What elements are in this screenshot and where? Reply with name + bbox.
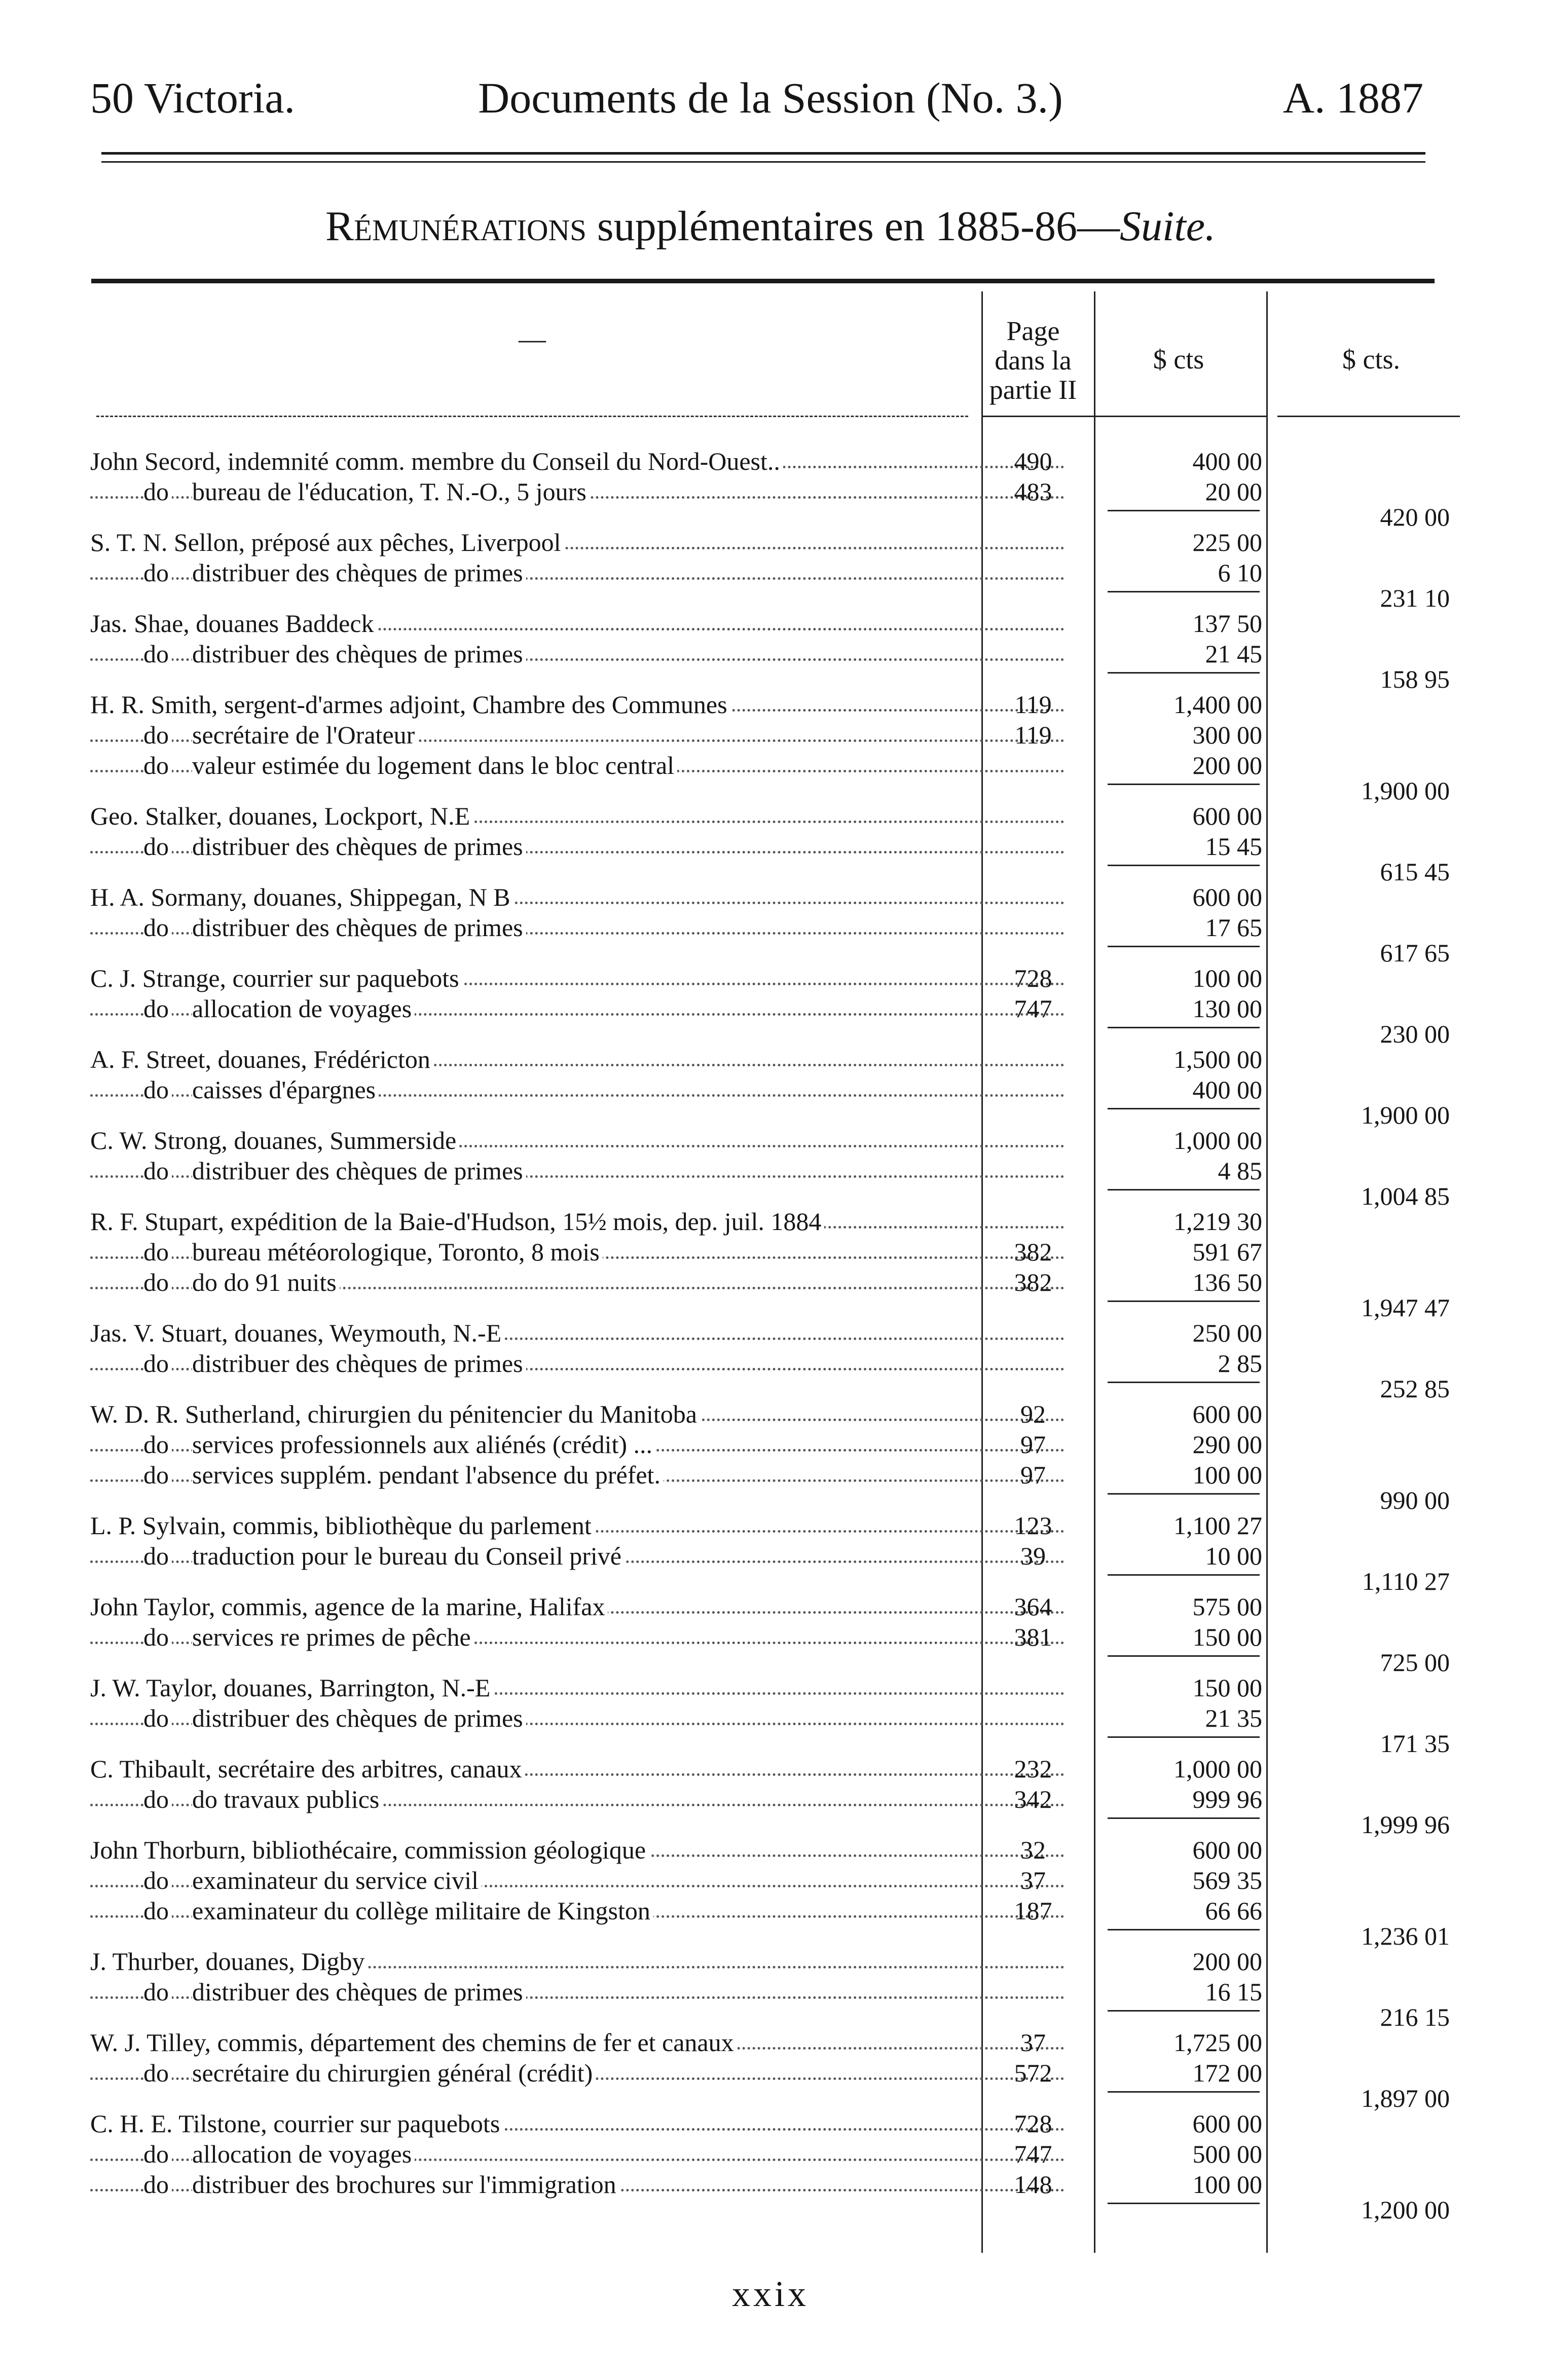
ledger-line: [90, 831, 1276, 862]
line-description: [90, 1429, 1069, 1460]
line-amount: 600 00: [1192, 1836, 1262, 1864]
group-total: 230 00: [1380, 1020, 1450, 1048]
line-text: H. A. Sormany, douanes, Shippegan, N B: [90, 883, 513, 911]
ditto-mark: do: [143, 1238, 172, 1266]
group-total: 231 10: [1380, 584, 1450, 612]
line-description: [90, 1074, 1069, 1105]
line-description: [90, 1754, 1069, 1784]
line-amount: 20 00: [1205, 477, 1262, 506]
ledger-line: [90, 1703, 1276, 1733]
line-amount: 600 00: [1192, 2109, 1262, 2138]
line-page-ref: 97: [1020, 1461, 1046, 1489]
line-amount: 16 15: [1205, 1978, 1262, 2006]
line-description: [90, 1348, 1069, 1379]
ledger-line: [90, 446, 1276, 476]
ledger-line: [90, 476, 1276, 507]
line-page-ref: 32: [1020, 1836, 1046, 1864]
line-page-ref: 92: [1020, 1400, 1046, 1428]
line-description: [90, 446, 1069, 476]
line-amount: 6 10: [1218, 559, 1262, 587]
header-rule-bottom: [101, 161, 1425, 163]
ledger-line: [90, 639, 1276, 669]
line-amount: 225 00: [1192, 528, 1262, 556]
column-header-label: —: [519, 324, 546, 354]
ditto-mark: do: [143, 559, 172, 587]
line-text: H. R. Smith, sergent-d'armes adjoint, Chambre des Communes: [90, 690, 730, 719]
subtotal-rule: [1108, 946, 1260, 947]
group-total: 1,236 01: [1361, 1922, 1450, 1950]
line-amount: 1,725 00: [1173, 2028, 1262, 2057]
ditto-mark: do: [143, 1866, 172, 1894]
line-description: [90, 1835, 1069, 1865]
line-description: [90, 1510, 1069, 1541]
line-amount: 500 00: [1192, 2140, 1262, 2168]
line-amount: 200 00: [1192, 751, 1262, 779]
line-page-ref: 37: [1020, 2028, 1046, 2057]
ledger-line: [90, 2058, 1276, 2088]
line-text: do do 91 nuits: [192, 1268, 340, 1296]
ditto-mark: do: [143, 994, 172, 1023]
ditto-mark: do: [143, 1978, 172, 2006]
ditto-mark: do: [143, 1704, 172, 1732]
line-description: [90, 608, 1069, 639]
ditto-mark: do: [143, 2140, 172, 2168]
line-text: services supplém. pendant l'absence du préfet.: [192, 1461, 664, 1489]
subtotal-rule: [1108, 1300, 1260, 1302]
line-text: distribuer des chèques de primes: [192, 640, 526, 668]
group-total: 1,900 00: [1361, 1101, 1450, 1129]
subtotal-rule: [1108, 1493, 1260, 1495]
ledger-line: [90, 1429, 1276, 1460]
line-page-ref: 728: [1014, 2109, 1052, 2138]
line-page-ref: 572: [1014, 2059, 1052, 2087]
ditto-mark: do: [143, 2059, 172, 2087]
line-description: [90, 1703, 1069, 1733]
subtotal-rule: [1108, 672, 1260, 674]
line-text: traduction pour le bureau du Conseil privé: [192, 1542, 625, 1570]
ledger-line: [90, 1237, 1276, 1267]
ledger-line: [90, 2027, 1276, 2058]
line-description: [90, 963, 1069, 993]
line-page-ref: 382: [1014, 1238, 1052, 1266]
line-amount: 172 00: [1192, 2059, 1262, 2087]
table-title-caps: Rémunérations: [325, 203, 586, 250]
line-description: [90, 1895, 1069, 1926]
line-page-ref: 490: [1014, 447, 1052, 475]
line-description: [90, 993, 1069, 1024]
ditto-mark: do: [143, 1461, 172, 1489]
line-page-ref: 97: [1020, 1430, 1046, 1459]
line-text: bureau de l'éducation, T. N.-O., 5 jours: [192, 477, 590, 506]
line-amount: 1,000 00: [1173, 1755, 1262, 1783]
line-description: [90, 801, 1069, 831]
line-amount: 600 00: [1192, 1400, 1262, 1428]
line-amount: 1,400 00: [1173, 690, 1262, 719]
subtotal-rule: [1108, 591, 1260, 592]
line-description: [90, 1318, 1069, 1348]
line-text: distribuer des chèques de primes: [192, 1349, 526, 1378]
group-total: 1,004 85: [1361, 1182, 1450, 1210]
line-amount: 600 00: [1192, 883, 1262, 911]
ditto-mark: do: [143, 721, 172, 749]
ledger-line: [90, 1672, 1276, 1703]
group-total: 216 15: [1380, 2003, 1450, 2031]
line-description: [90, 2139, 1069, 2169]
line-amount: 100 00: [1192, 1461, 1262, 1489]
line-text: services re primes de pêche: [192, 1623, 474, 1651]
column-header-page-line-2: dans la: [995, 345, 1072, 376]
line-description: [90, 1044, 1069, 1074]
ledger-line: [90, 750, 1276, 780]
line-text: Geo. Stalker, douanes, Lockport, N.E: [90, 802, 473, 830]
table-title: [0, 205, 1541, 248]
column-header-total: $ cts.: [1342, 344, 1400, 375]
ledger-line: [90, 1754, 1276, 1784]
line-amount: 100 00: [1192, 2170, 1262, 2199]
group-total: 617 65: [1380, 939, 1450, 967]
ledger-line: [90, 2108, 1276, 2139]
ledger-line: [90, 1622, 1276, 1652]
line-description: [90, 689, 1069, 720]
line-description: [90, 2169, 1069, 2200]
line-text: do travaux publics: [192, 1785, 382, 1813]
line-text: caisses d'épargnes: [192, 1075, 379, 1104]
line-text: C. Thibault, secrétaire des arbitres, canaux: [90, 1755, 525, 1783]
line-description: [90, 1591, 1069, 1622]
ledger-line: [90, 1074, 1276, 1105]
line-text: W. J. Tilley, commis, département des chemins de fer et canaux: [90, 2028, 737, 2057]
ledger-line: [90, 993, 1276, 1024]
ditto-mark: do: [143, 832, 172, 861]
subtotal-rule: [1108, 1108, 1260, 1109]
line-amount: 400 00: [1192, 447, 1262, 475]
line-text: secrétaire de l'Orateur: [192, 721, 418, 749]
line-amount: 999 96: [1192, 1785, 1262, 1813]
subtotal-rule: [1108, 2010, 1260, 2012]
group-total: 1,897 00: [1361, 2084, 1450, 2112]
line-page-ref: 342: [1014, 1785, 1052, 1813]
line-text: C. J. Strange, courrier sur paquebots: [90, 964, 462, 992]
group-total: 252 85: [1380, 1374, 1450, 1403]
header-year: A. 1887: [1282, 73, 1423, 122]
ledger-line: [90, 1318, 1276, 1348]
line-text: bureau météorologique, Toronto, 8 mois: [192, 1238, 603, 1266]
group-total: 1,900 00: [1361, 776, 1450, 805]
page-number: xxix: [731, 2274, 809, 2314]
ditto-mark: do: [143, 913, 172, 942]
line-amount: 136 50: [1192, 1268, 1262, 1296]
group-total: 615 45: [1380, 858, 1450, 886]
ditto-mark: do: [143, 1157, 172, 1185]
line-page-ref: 382: [1014, 1268, 1052, 1296]
subtotal-rule: [1108, 1189, 1260, 1191]
ledger-line: [90, 882, 1276, 912]
line-text: distribuer des chèques de primes: [192, 559, 526, 587]
line-text: examinateur du service civil: [192, 1866, 482, 1894]
table-title-text: supplémentaires en 1885-86—: [586, 203, 1120, 250]
line-amount: 17 65: [1205, 913, 1262, 942]
ledger-line: [90, 1206, 1276, 1237]
line-text: secrétaire du chirurgien général (crédit): [192, 2059, 596, 2087]
column-header-page-line-1: Page: [1006, 316, 1060, 346]
group-total: 420 00: [1380, 503, 1450, 531]
line-description: [90, 1541, 1069, 1571]
ditto-mark: do: [143, 1896, 172, 1925]
line-text: distribuer des chèques de primes: [192, 1978, 526, 2006]
line-description: [90, 1206, 1069, 1237]
line-amount: 250 00: [1192, 1319, 1262, 1347]
line-description: [90, 1977, 1069, 2007]
ditto-mark: do: [143, 1075, 172, 1104]
line-text: A. F. Street, douanes, Frédéricton: [90, 1045, 433, 1073]
subtotal-rule: [1108, 2091, 1260, 2093]
line-description: [90, 1865, 1069, 1895]
line-page-ref: 364: [1014, 1592, 1052, 1621]
ditto-mark: do: [143, 477, 172, 506]
ditto-mark: do: [143, 1268, 172, 1296]
ledger-line: [90, 1125, 1276, 1156]
line-amount: 200 00: [1192, 1947, 1262, 1976]
group-total: 1,947 47: [1361, 1293, 1450, 1322]
line-text: R. F. Stupart, expédition de la Baie-d'Hudson, 15½ mois, dep. juil. 1884: [90, 1207, 824, 1236]
header-separator: [96, 416, 968, 419]
line-description: [90, 2027, 1069, 2058]
line-text: allocation de voyages: [192, 994, 415, 1023]
ledger-line: [90, 963, 1276, 993]
ditto-mark: do: [143, 751, 172, 779]
title-rule: [91, 279, 1435, 283]
subtotal-rule: [1108, 2203, 1260, 2204]
line-page-ref: 37: [1020, 1866, 1046, 1894]
line-amount: 591 67: [1192, 1238, 1262, 1266]
line-amount: 400 00: [1192, 1075, 1262, 1104]
column-header-page: [982, 316, 1084, 404]
line-amount: 1,219 30: [1173, 1207, 1262, 1236]
line-text: distribuer des chèques de primes: [192, 1157, 526, 1185]
line-page-ref: 119: [1014, 721, 1052, 749]
line-description: [90, 1267, 1069, 1297]
line-amount: 2 85: [1218, 1349, 1262, 1378]
ledger-line: [90, 1156, 1276, 1186]
header-separator-total: [1277, 416, 1460, 417]
line-text: John Taylor, commis, agence de la marine, Halifax: [90, 1592, 608, 1621]
line-text: J. W. Taylor, douanes, Barrington, N.-E: [90, 1674, 493, 1702]
ledger-line: [90, 608, 1276, 639]
line-text: distribuer des brochures sur l'immigration: [192, 2170, 619, 2199]
line-description: [90, 1784, 1069, 1814]
line-amount: 130 00: [1192, 994, 1262, 1023]
line-description: [90, 1237, 1069, 1267]
line-description: [90, 2058, 1069, 2088]
ditto-mark: do: [143, 2170, 172, 2199]
line-amount: 300 00: [1192, 721, 1262, 749]
line-page-ref: 747: [1014, 994, 1052, 1023]
line-page-ref: 39: [1020, 1542, 1046, 1570]
line-page-ref: 728: [1014, 964, 1052, 992]
line-text: distribuer des chèques de primes: [192, 832, 526, 861]
subtotal-rule: [1108, 510, 1260, 511]
header-separator-columns: [982, 416, 1266, 417]
ledger-line: [90, 1835, 1276, 1865]
line-text: C. W. Strong, douanes, Summerside: [90, 1126, 459, 1155]
group-total: 158 95: [1380, 665, 1450, 693]
header-rule-top: [101, 152, 1425, 155]
line-amount: 1,000 00: [1173, 1126, 1262, 1155]
line-amount: 575 00: [1192, 1592, 1262, 1621]
line-amount: 21 45: [1205, 640, 1262, 668]
line-description: [90, 1399, 1069, 1429]
ledger-line: [90, 1895, 1276, 1926]
ledger-line: [90, 557, 1276, 588]
subtotal-rule: [1108, 1655, 1260, 1657]
line-text: Jas. V. Stuart, douanes, Weymouth, N.-E: [90, 1319, 504, 1347]
line-description: [90, 1672, 1069, 1703]
header-document-title: Documents de la Session (No. 3.): [478, 73, 1063, 122]
ditto-mark: do: [143, 640, 172, 668]
group-total: 990 00: [1380, 1486, 1450, 1514]
line-text: distribuer des chèques de primes: [192, 913, 526, 942]
ledger-line: [90, 1399, 1276, 1429]
table-title-suite: Suite.: [1120, 203, 1216, 250]
ledger-line: [90, 1044, 1276, 1074]
line-page-ref: 148: [1014, 2170, 1052, 2199]
group-total: 725 00: [1380, 1648, 1450, 1677]
subtotal-rule: [1108, 1382, 1260, 1383]
subtotal-rule: [1108, 1817, 1260, 1819]
subtotal-rule: [1108, 865, 1260, 866]
line-amount: 150 00: [1192, 1623, 1262, 1651]
ditto-mark: do: [143, 1542, 172, 1570]
ditto-mark: do: [143, 1785, 172, 1813]
group-total: 1,200 00: [1361, 2196, 1450, 2224]
line-amount: 600 00: [1192, 802, 1262, 830]
ledger-line: [90, 1541, 1276, 1571]
ditto-mark: do: [143, 1349, 172, 1378]
line-text: allocation de voyages: [192, 2140, 415, 2168]
line-description: [90, 912, 1069, 943]
line-amount: 290 00: [1192, 1430, 1262, 1459]
header-volume: 50 Victoria.: [90, 73, 296, 122]
line-description: [90, 831, 1069, 862]
ledger-line: [90, 1267, 1276, 1297]
line-description: [90, 1622, 1069, 1652]
line-description: [90, 1125, 1069, 1156]
subtotal-rule: [1108, 1574, 1260, 1576]
line-text: J. Thurber, douanes, Digby: [90, 1947, 368, 1976]
column-header-page-line-3: partie II: [989, 375, 1077, 405]
ledger-line: [90, 801, 1276, 831]
line-amount: 10 00: [1205, 1542, 1262, 1570]
line-amount: 137 50: [1192, 609, 1262, 638]
ledger-line: [90, 1510, 1276, 1541]
ledger-line: [90, 1784, 1276, 1814]
line-description: [90, 639, 1069, 669]
line-text: valeur estimée du logement dans le bloc central: [192, 751, 677, 779]
line-description: [90, 557, 1069, 588]
line-amount: 4 85: [1218, 1157, 1262, 1185]
ledger-line: [90, 1591, 1276, 1622]
ledger-line: [90, 689, 1276, 720]
line-page-ref: 232: [1014, 1755, 1052, 1783]
ledger-line: [90, 1946, 1276, 1977]
ledger-line: [90, 2139, 1276, 2169]
line-text: examinateur du collège militaire de Kingston: [192, 1896, 653, 1925]
ledger-line: [90, 2169, 1276, 2200]
ledger-line: [90, 1348, 1276, 1379]
line-amount: 21 35: [1205, 1704, 1262, 1732]
ditto-mark: do: [143, 1430, 172, 1459]
line-text: John Secord, indemnité comm. membre du Conseil du Nord-Ouest..: [90, 447, 783, 475]
line-amount: 15 45: [1205, 832, 1262, 861]
line-page-ref: 123: [1014, 1511, 1052, 1540]
line-amount: 1,500 00: [1173, 1045, 1262, 1073]
line-description: [90, 1156, 1069, 1186]
line-description: [90, 1460, 1069, 1490]
subtotal-rule: [1108, 1027, 1260, 1028]
line-text: Jas. Shae, douanes Baddeck: [90, 609, 377, 638]
line-text: John Thorburn, bibliothécaire, commission géologique: [90, 1836, 649, 1864]
group-total: 171 35: [1380, 1729, 1450, 1758]
line-amount: 66 66: [1205, 1896, 1262, 1925]
line-amount: 569 35: [1192, 1866, 1262, 1894]
line-description: [90, 750, 1069, 780]
ditto-mark: do: [143, 1623, 172, 1651]
line-text: L. P. Sylvain, commis, bibliothèque du parlement: [90, 1511, 595, 1540]
subtotal-rule: [1108, 1929, 1260, 1930]
line-amount: 1,100 27: [1173, 1511, 1262, 1540]
ledger-line: [90, 1460, 1276, 1490]
group-total: 1,999 96: [1361, 1810, 1450, 1839]
line-text: S. T. N. Sellon, préposé aux pêches, Liverpool: [90, 528, 564, 556]
line-description: [90, 527, 1069, 557]
line-description: [90, 720, 1069, 750]
line-description: [90, 2108, 1069, 2139]
group-total: 1,110 27: [1362, 1567, 1450, 1595]
line-text: distribuer des chèques de primes: [192, 1704, 526, 1732]
line-text: C. H. E. Tilstone, courrier sur paquebots: [90, 2109, 503, 2138]
line-amount: 150 00: [1192, 1674, 1262, 1702]
ledger-line: [90, 1865, 1276, 1895]
ledger-line: [90, 527, 1276, 557]
line-page-ref: 747: [1014, 2140, 1052, 2168]
subtotal-rule: [1108, 784, 1260, 785]
line-page-ref: 381: [1014, 1623, 1052, 1651]
line-description: [90, 1946, 1069, 1977]
line-amount: 100 00: [1192, 964, 1262, 992]
line-page-ref: 119: [1014, 690, 1052, 719]
ledger-line: [90, 912, 1276, 943]
line-text: W. D. R. Sutherland, chirurgien du pénitencier du Manitoba: [90, 1400, 700, 1428]
column-header-amount: $ cts: [1153, 344, 1204, 375]
ledger-line: [90, 720, 1276, 750]
line-text: services professionnels aux aliénés (crédit) ...: [192, 1430, 655, 1459]
line-page-ref: 187: [1014, 1896, 1052, 1925]
line-description: [90, 882, 1069, 912]
line-page-ref: 483: [1014, 477, 1052, 506]
ledger-line: [90, 1977, 1276, 2007]
subtotal-rule: [1108, 1736, 1260, 1738]
line-description: [90, 476, 1069, 507]
